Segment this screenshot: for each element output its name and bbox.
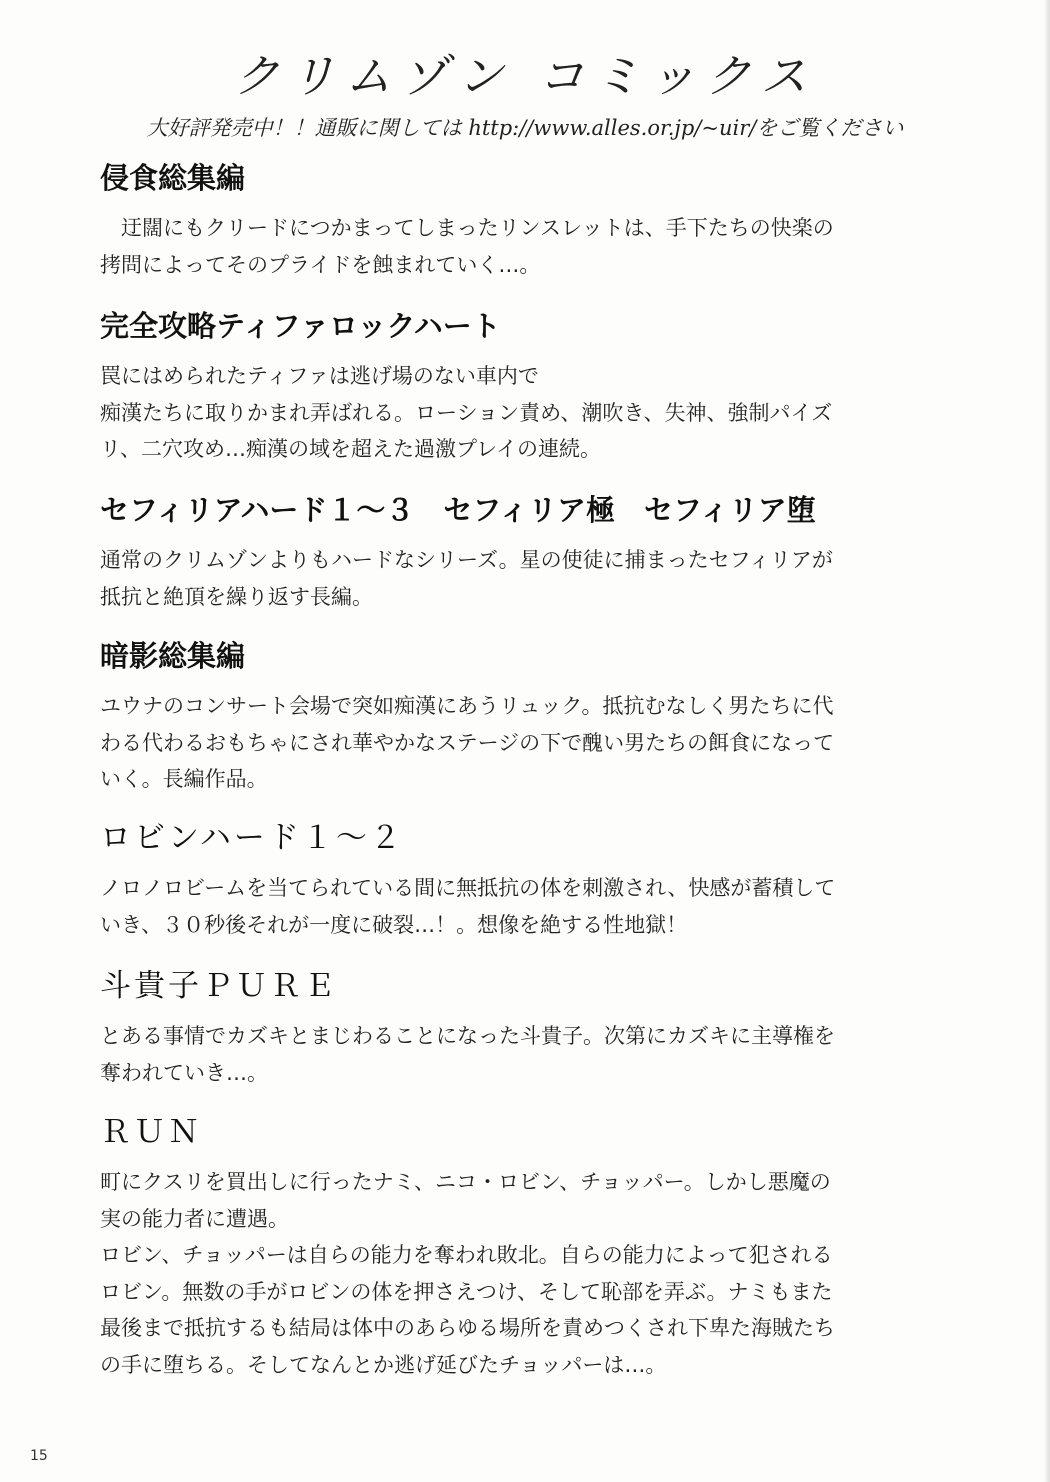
page-subtitle: 大好評発売中！！通販に関しては http://www.alles.or.jp/~uir/をご覧ください bbox=[146, 116, 904, 140]
section-robin-hard bbox=[100, 820, 970, 943]
section-body: 町にクスリを買出しに行ったナミ、ニコ・ロビン、チョッパー。しかし悪魔の 実の能力者に遭遇。 ロビン、チョッパーは自らの能力を奪われ敗北。自らの能力によって犯される ロビン。無数の手がロビンの体を押さえつけ、そして恥部を弄ぶ。ナミもまた 最後まで抵抗するも結局は体中のあらゆる場所を責めつくされ下卑た海賊たち の手に堕ちる。そしてなんとか逃げ延びたチョッパーは…。 bbox=[100, 1170, 835, 1377]
section-shinshoku bbox=[100, 160, 970, 283]
page-number: 15 bbox=[30, 1448, 48, 1464]
section-body: 罠にはめられたティファは逃げ場のない車内で 痴漢たちに取りかまれ弄ばれる。ローション責め、潮吹き、失神、強制パイズ リ、二穴攻め…痴漢の域を超えた過激プレイの連続。 bbox=[100, 364, 833, 461]
section-heading: 暗影総集編 bbox=[100, 639, 246, 673]
section-body: 通常のクリムゾンよりもハードなシリーズ。星の使徒に捕まったセフィリアが 抵抗と絶頂を繰り返す長編。 bbox=[100, 548, 833, 609]
page-title: クリムゾン コミックス bbox=[233, 49, 817, 103]
section-sephiria bbox=[100, 492, 970, 615]
section-run bbox=[100, 1114, 970, 1383]
section-heading: ロビンハード１～２ bbox=[100, 820, 404, 856]
section-body: 迂闊にもクリードにつかまってしまったリンスレットは、手下たちの快楽の 拷問によってそのプライドを蝕まれていく…。 bbox=[100, 216, 834, 277]
section-heading: ＲＵＮ bbox=[100, 1114, 202, 1150]
section-body: ユウナのコンサート会場で突如痴漢にあうリュック。抵抗むなしく男たちに代 わる代わるおもちゃにされ華やかなステージの下で醜い男たちの餌食になって いく。長編作品。 bbox=[100, 694, 835, 791]
section-body: とある事情でカズキとまじわることになった斗貴子。次第にカズキに主導権を 奪われていき…。 bbox=[100, 1024, 835, 1085]
section-heading: 斗貴子ＰＵＲＥ bbox=[100, 968, 338, 1004]
section-body: ノロノロビームを当てられている間に無抵抗の体を刺激され、快感が蓄積して いき、３０秒後それが一度に破裂…！。想像を絶する性地獄！ bbox=[100, 876, 836, 937]
section-heading: 完全攻略ティファロックハート bbox=[100, 309, 501, 343]
section-tifa bbox=[100, 308, 970, 468]
section-heading: 侵食総集編 bbox=[100, 161, 246, 195]
page-edge-shadow bbox=[1044, 0, 1050, 1482]
section-tokiko bbox=[100, 968, 970, 1091]
section-anei bbox=[100, 638, 970, 798]
section-heading: セフィリアハード１～３ セフィリア極 セフィリア堕 bbox=[100, 493, 816, 527]
